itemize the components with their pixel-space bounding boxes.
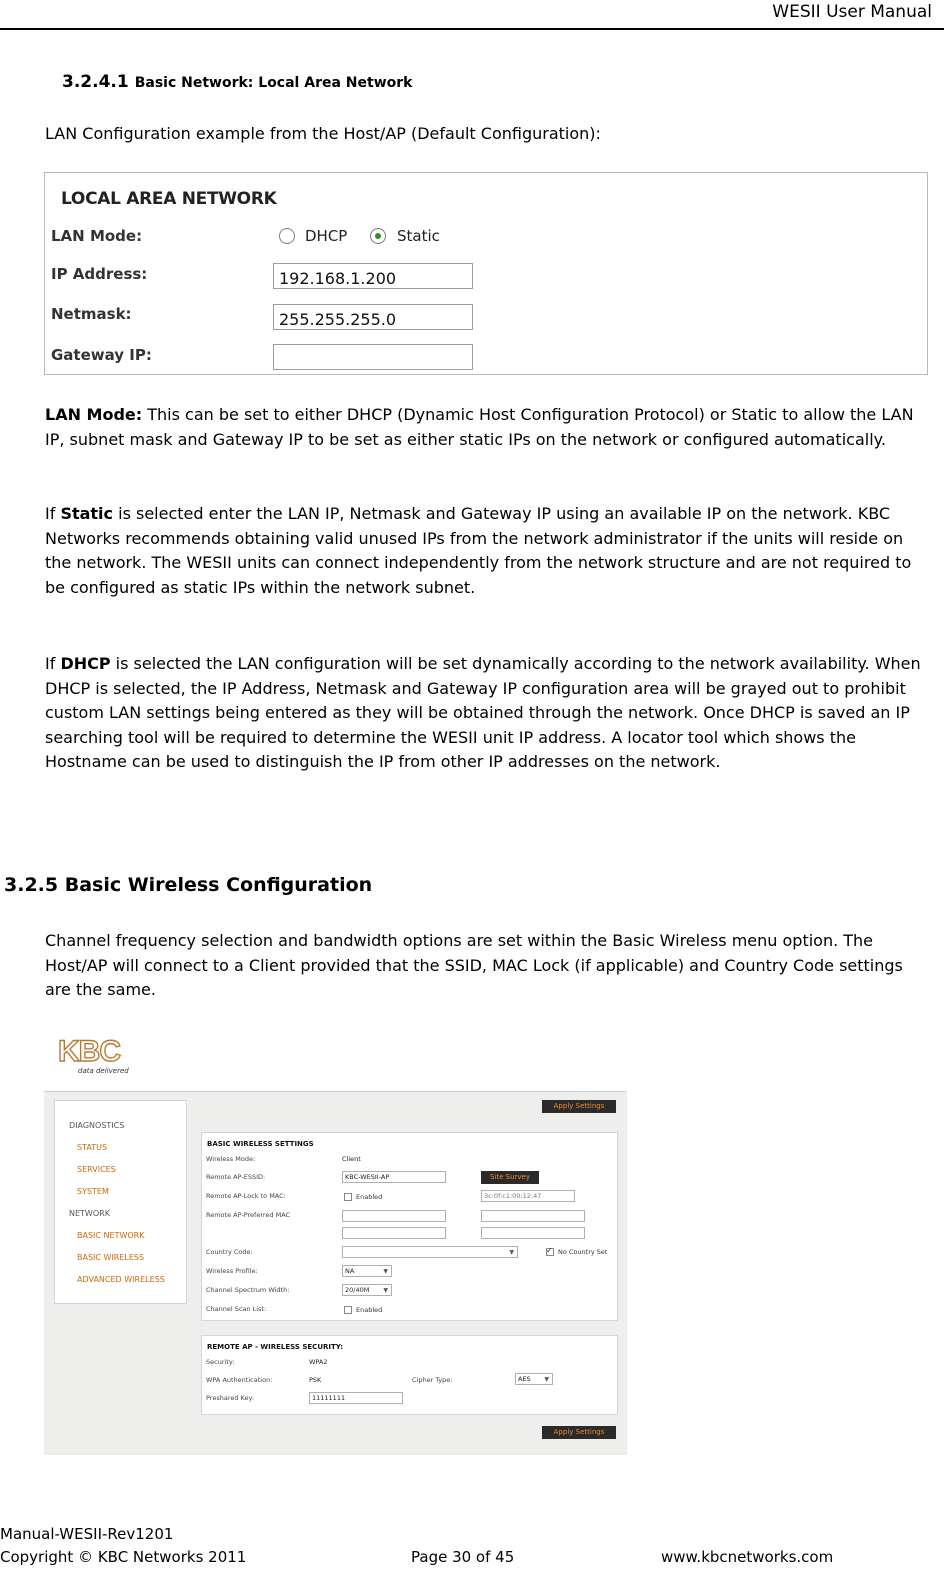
- cipher-type-value: AES: [518, 1375, 531, 1383]
- section-title: Basic Network: Local Area Network: [134, 75, 413, 91]
- para-lan-mode-bold: LAN Mode:: [45, 405, 143, 424]
- scan-list-enabled-label: Enabled: [356, 1306, 383, 1314]
- country-code-label: Country Code:: [206, 1248, 253, 1256]
- lan-screenshot: [44, 172, 928, 375]
- mac-input[interactable]: 3c:0f:c1:00:12:47: [481, 1190, 575, 1202]
- sidebar-item-status[interactable]: STATUS: [77, 1143, 108, 1152]
- sidebar-item-basic-wireless[interactable]: BASIC WIRELESS: [77, 1253, 145, 1262]
- lock-mac-enabled-label: Enabled: [356, 1193, 383, 1201]
- netmask-label: Netmask:: [51, 305, 132, 323]
- wpa-auth-value: PSK: [309, 1376, 322, 1384]
- wireless-mode-label: Wireless Mode:: [206, 1155, 256, 1163]
- wireless-profile-label: Wireless Profile:: [206, 1267, 258, 1275]
- sidebar-item-advanced-wireless[interactable]: ADVANCED WIRELESS: [77, 1275, 165, 1284]
- sidebar-item-services[interactable]: SERVICES: [77, 1165, 116, 1174]
- dhcp-label: DHCP: [305, 227, 348, 245]
- section-heading-325: 3.2.5 Basic Wireless Configuration: [4, 874, 373, 896]
- netmask-input[interactable]: 255.255.255.0: [273, 304, 473, 330]
- para-dhcp-bold: DHCP: [60, 654, 111, 673]
- para-dhcp-text: is selected the LAN configuration will be set dynamically according to the network availability. When DHCP is selected, the IP Address, Netmask and Gateway IP configuration area will be grayed out to prohibit custom LAN settings being entered as they will be obtained through the network. Once DHCP is saved an IP searching tool will be required to determine the WESII unit IP address. A locator tool which shows the Hostname can be used to distinguish the IP from other IP addresses on the network.: [45, 654, 921, 771]
- preshared-key-input[interactable]: 11111111: [309, 1392, 403, 1404]
- essid-label: Remote AP-ESSID:: [206, 1173, 266, 1181]
- security-panel: [201, 1335, 618, 1415]
- sidebar-cat-diagnostics: DIAGNOSTICS: [69, 1121, 125, 1130]
- preferred-mac-input-2[interactable]: [481, 1210, 585, 1222]
- essid-input[interactable]: KBC-WESII-AP: [342, 1171, 446, 1183]
- wireless-mode-value: Client: [342, 1155, 361, 1163]
- kbc-tagline: data delivered: [78, 1067, 129, 1075]
- chevron-down-icon: ▼: [383, 1287, 388, 1294]
- para-dhcp-pre: If: [45, 654, 61, 673]
- ip-input[interactable]: 192.168.1.200: [273, 263, 473, 289]
- bws-panel: [201, 1132, 618, 1321]
- footer-url: www.kbcnetworks.com: [661, 1548, 834, 1566]
- ip-label: IP Address:: [51, 265, 148, 283]
- preferred-mac-input-4[interactable]: [481, 1227, 585, 1239]
- sidebar-item-system[interactable]: SYSTEM: [77, 1187, 109, 1196]
- security-value: WPA2: [309, 1358, 328, 1366]
- para-static-pre: If: [45, 504, 61, 523]
- kbc-screenshot: [44, 1025, 627, 1455]
- lock-mac-checkbox[interactable]: [344, 1193, 352, 1201]
- chevron-down-icon: ▼: [544, 1376, 549, 1383]
- bws-title: BASIC WIRELESS SETTINGS: [207, 1140, 314, 1148]
- preferred-mac-input-1[interactable]: [342, 1210, 446, 1222]
- footer-copyright: Copyright © KBC Networks 2011: [0, 1548, 247, 1566]
- sidebar-cat-network: NETWORK: [69, 1209, 110, 1218]
- para-static-bold: Static: [60, 504, 114, 523]
- gateway-input[interactable]: [273, 344, 473, 370]
- kbc-top-bar: [44, 1025, 627, 1092]
- para-lan-mode-text: This can be set to either DHCP (Dynamic Host Configuration Protocol) or Static to allow the LAN IP, subnet mask and Gateway IP to be set as either static IPs on the network or configured automatically.: [45, 405, 914, 449]
- country-code-select[interactable]: [342, 1246, 518, 1258]
- dhcp-radio[interactable]: [279, 228, 295, 244]
- para-static-text: is selected enter the LAN IP, Netmask and Gateway IP using an available IP on the network. KBC Networks recommends obtaining valid unused IPs from the network administrator if the units will reside on the network. The WESII units can connect independently from the network structure and are not required to be configured as static IPs within the network subnet.: [45, 504, 912, 597]
- wpa-auth-label: WPA Authentication:: [206, 1376, 273, 1384]
- apply-settings-button-bottom[interactable]: Apply Settings: [542, 1426, 616, 1439]
- para-static: [45, 502, 930, 600]
- gateway-label: Gateway IP:: [51, 346, 152, 364]
- cipher-type-select[interactable]: [515, 1373, 553, 1385]
- lan-mode-label: LAN Mode:: [51, 227, 143, 245]
- security-label: Security:: [206, 1358, 235, 1366]
- kbc-sidebar: [54, 1100, 187, 1304]
- chevron-down-icon: ▼: [383, 1268, 388, 1275]
- section-number: 3.2.4.1: [62, 72, 129, 92]
- lan-title: LOCAL AREA NETWORK: [61, 189, 277, 209]
- sidebar-item-basic-network[interactable]: BASIC NETWORK: [77, 1231, 145, 1240]
- no-country-checkbox[interactable]: [546, 1248, 554, 1256]
- section-heading-3241: [62, 72, 412, 92]
- footer-page: Page 30 of 45: [411, 1548, 515, 1566]
- wireless-profile-value: NA: [345, 1267, 355, 1275]
- preferred-mac-input-3[interactable]: [342, 1227, 446, 1239]
- static-label: Static: [397, 227, 440, 245]
- intro-text: LAN Configuration example from the Host/AP (Default Configuration):: [45, 124, 601, 143]
- spectrum-width-label: Channel Spectrum Width:: [206, 1286, 290, 1294]
- lock-mac-label: Remote AP-Lock to MAC:: [206, 1192, 286, 1200]
- chevron-down-icon: ▼: [509, 1249, 514, 1256]
- footer-doc-id: Manual-WESII-Rev1201: [0, 1525, 174, 1543]
- wireless-profile-select[interactable]: [342, 1265, 392, 1277]
- apply-settings-button-top[interactable]: Apply Settings: [542, 1100, 616, 1113]
- spectrum-width-value: 20/40M: [345, 1286, 370, 1294]
- scan-list-checkbox[interactable]: [344, 1306, 352, 1314]
- para-dhcp: [45, 652, 930, 775]
- preshared-key-label: Preshared Key:: [206, 1394, 255, 1402]
- no-country-label: No Country Set: [558, 1248, 608, 1256]
- cipher-type-label: Cipher Type:: [412, 1376, 453, 1384]
- para-wireless: Channel frequency selection and bandwidth options are set within the Basic Wireless menu option. The Host/AP will connect to a Client provided that the SSID, MAC Lock (if applicable) and Country Code settings are the same.: [45, 931, 903, 999]
- kbc-logo: KBC: [58, 1035, 120, 1068]
- header-rule: [0, 28, 944, 30]
- security-title: REMOTE AP - WIRELESS SECURITY:: [207, 1343, 344, 1351]
- header-title: WESII User Manual: [772, 2, 932, 22]
- preferred-mac-label: Remote AP-Preferred MAC: [206, 1211, 291, 1219]
- para-lan-mode: [45, 403, 930, 452]
- site-survey-button[interactable]: Site Survey: [481, 1171, 539, 1184]
- scan-list-label: Channel Scan List:: [206, 1305, 267, 1313]
- static-radio[interactable]: [370, 228, 386, 244]
- spectrum-width-select[interactable]: [342, 1284, 392, 1296]
